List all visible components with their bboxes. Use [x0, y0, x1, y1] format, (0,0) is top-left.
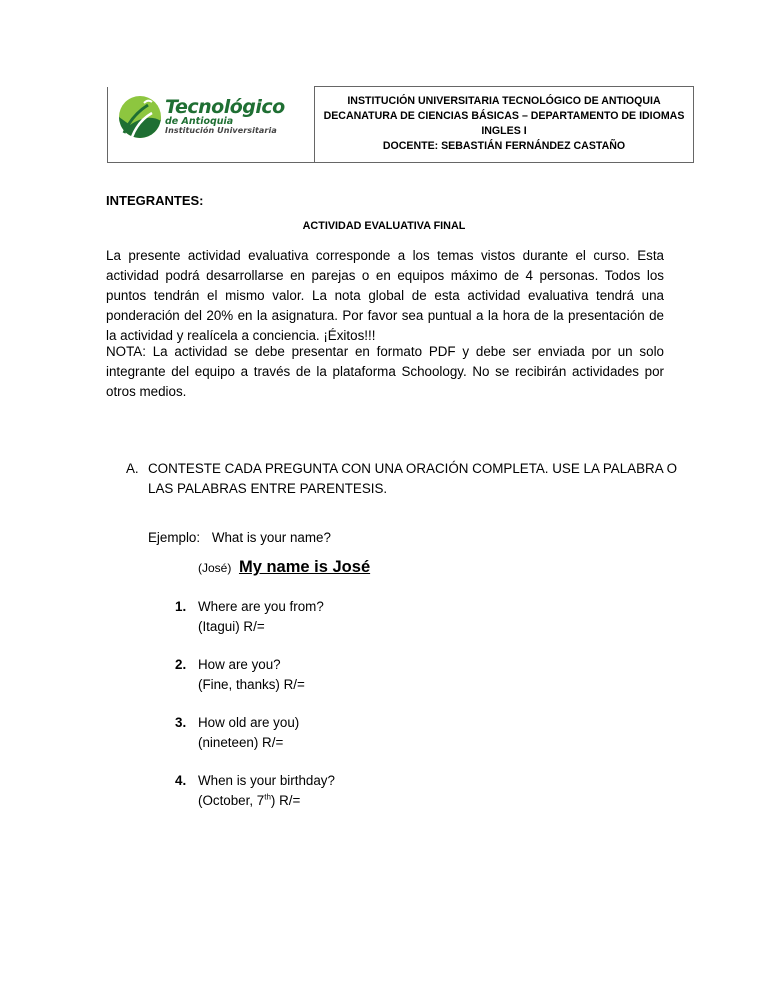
hint-main: (October, 7 [198, 793, 265, 808]
question-number: 1. [175, 599, 187, 614]
logo-tagline: Institución Universitaria [165, 126, 277, 136]
question-text: How are you? [198, 657, 281, 672]
response-prefix: R/= [279, 793, 301, 808]
institution-logo [118, 95, 285, 139]
integrantes-label: INTEGRANTES: [106, 193, 204, 208]
hint-superscript: th [264, 792, 271, 802]
document-header [107, 86, 694, 163]
question-number: 3. [175, 715, 187, 730]
department-name: DECANATURA DE CIENCIAS BÁSICAS – DEPARTAMENTO DE IDIOMAS [323, 110, 685, 123]
response-prefix: R/= [283, 677, 305, 692]
question-item [175, 771, 335, 811]
example-answer: My name is José [238, 558, 371, 576]
example-answer-line [198, 558, 370, 577]
question-text: How old are you) [198, 715, 300, 730]
logo-emblem-icon [118, 95, 162, 139]
example-line [148, 530, 331, 545]
header-info-cell [315, 87, 694, 163]
section-a [126, 459, 686, 499]
question-text: Where are you from? [198, 599, 324, 614]
question-number: 2. [175, 657, 187, 672]
question-item [175, 597, 324, 637]
institution-name: INSTITUCIÓN UNIVERSITARIA TECNOLÓGICO DE ANTIOQUIA [347, 95, 661, 108]
activity-title: ACTIVIDAD EVALUATIVA FINAL [302, 220, 466, 232]
intro-paragraph: La presente actividad evaluativa corresponde a los temas vistos durante el curso. Esta actividad podrá desarrollarse en parejas o en equipos máximo de 4 personas. Todos los puntos tendrán el mismo valor. La nota global de esta actividad evaluativa tendrá una ponderación del 20% en la asignatura. Por favor sea puntual a la hora de la presentación de la actividad y realícela a conciencia. ¡Éxitos!!! [106, 248, 664, 343]
question-item [175, 713, 299, 753]
question-hint: (Itagui) [198, 619, 240, 634]
response-prefix: R/= [262, 735, 284, 750]
example-question: What is your name? [211, 530, 331, 545]
logo-cell [108, 87, 315, 163]
question-hint: (nineteen) [198, 735, 259, 750]
logo-title: Tecnológico [165, 95, 285, 118]
question-hint [198, 793, 275, 808]
question-item [175, 655, 305, 695]
question-text: When is your birthday? [198, 773, 335, 788]
example-label: Ejemplo: [148, 530, 201, 545]
question-hint: (Fine, thanks) [198, 677, 280, 692]
question-number: 4. [175, 773, 187, 788]
course-name: INGLES I [481, 125, 527, 138]
response-prefix: R/= [243, 619, 265, 634]
section-instructions: CONTESTE CADA PREGUNTA CON UNA ORACIÓN COMPLETA. USE LA PALABRA O LAS PALABRAS ENTRE PARENTESIS. [148, 461, 678, 496]
teacher-name: DOCENTE: SEBASTIÁN FERNÁNDEZ CASTAÑO [382, 140, 626, 153]
note-paragraph: NOTA: La actividad se debe presentar en formato PDF y debe ser enviada por un solo integrante del equipo a través de la plataforma Schoology. No se recibirán actividades por otros medios. [106, 344, 664, 399]
section-letter: A. [126, 461, 139, 476]
logo-subtitle: de Antioquia [165, 115, 234, 127]
hint-close: ) [270, 793, 276, 808]
example-hint: (José) [198, 561, 232, 575]
